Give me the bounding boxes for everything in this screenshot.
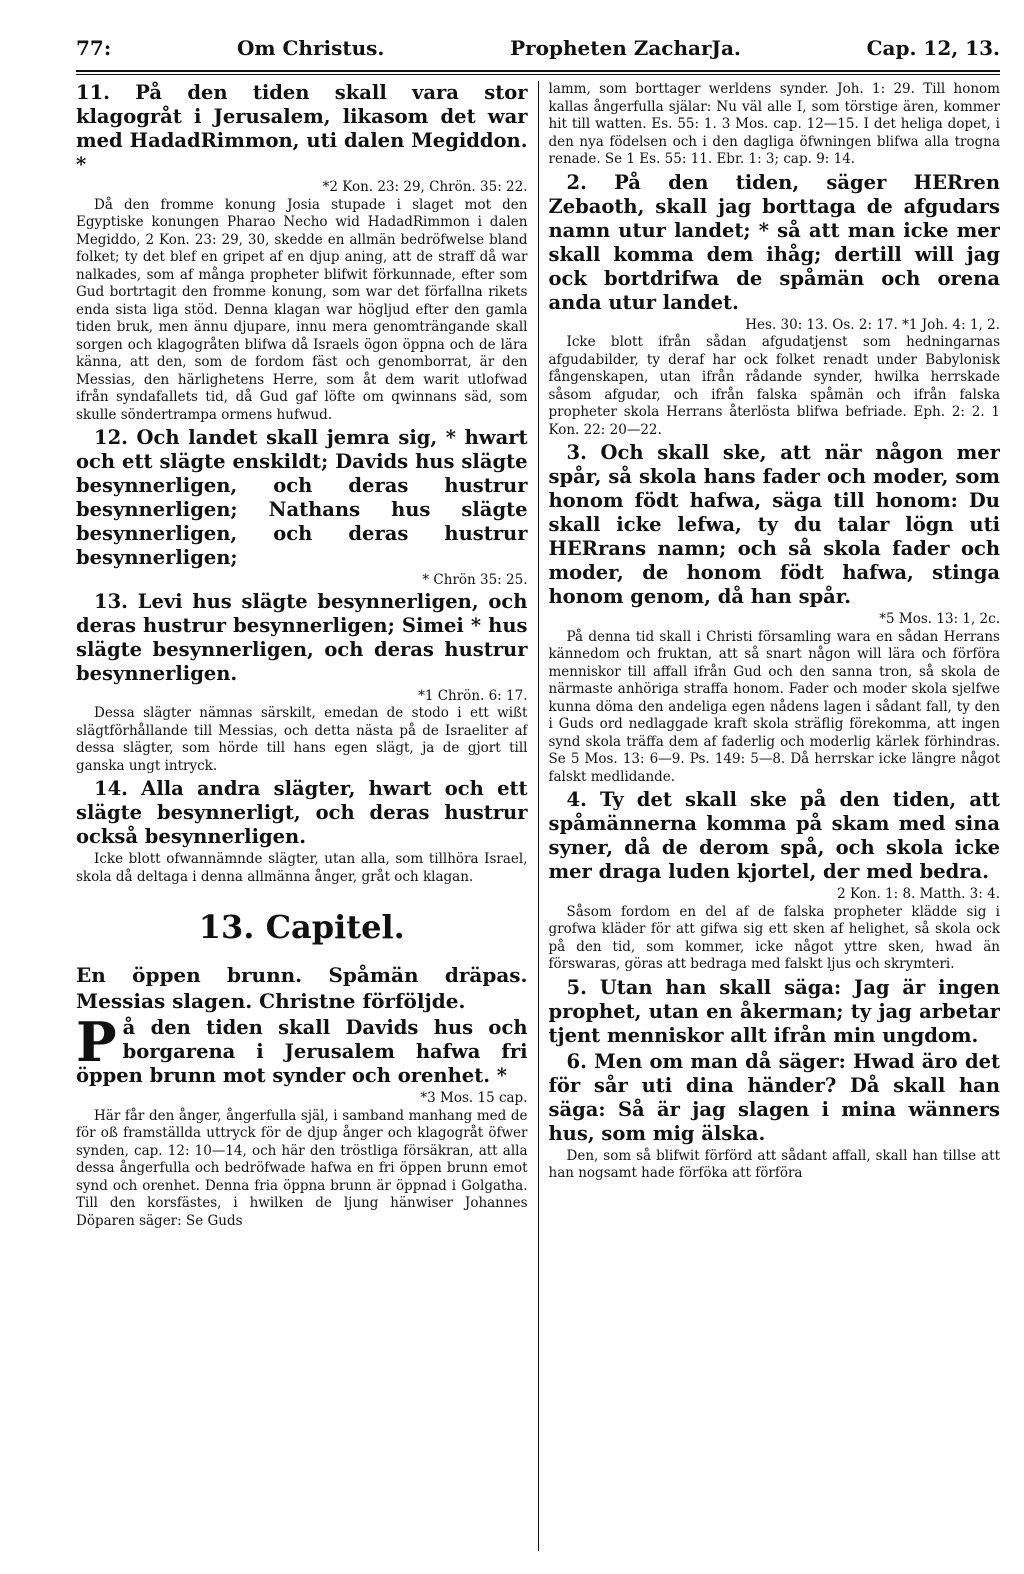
verse-5: 5. Utan han skall säga: Jag är ingen prophet, utan en åkerman; ty jag arbetar tjent menniskor allt ifrån min ungdom. — [548, 975, 1000, 1047]
verse-13: 13. Levi hus slägte besynnerligen, och deras hustrur besynnerligen; Simei * hus slägte besynnerligen, och deras hustrur besynnerligen. — [76, 589, 528, 685]
verse-3-reference: *5 Mos. 13: 1, 2c. — [879, 611, 1000, 627]
running-header — [76, 36, 1000, 66]
page-number: 77: — [76, 36, 112, 60]
commentary-4: Såsom fordom en del af de falska propheter klädde sig i grofwa kläder för att gifwa sig ett sken af helighet, så skola ock på den tid, som kommer, icke något yttre sken, hwad än förswaras, göras att bedraga med falskt ljus och skrymteri. — [548, 903, 1000, 972]
chapter-reference: Cap. 12, 13. — [866, 36, 1000, 60]
verse-1: å den tiden skall Davids hus och borgarena i Jerusalem hafwa fri öppen brunn mot synder och orenhet. * — [76, 1016, 528, 1087]
verse-6: 6. Men om man då säger: Hwad äro det för sår uti dina händer? Då skall han säga: Så är jag slagen i mina wänners hus, som mig älska. — [548, 1049, 1000, 1145]
chapter-heading: 13. Capitel. — [198, 908, 405, 946]
header-rule-thin — [76, 74, 1000, 75]
commentary-14: Icke blott ofwannämnde slägter, utan alla, som tillhöra Israel, skola då deltaga i denna allmänna ånger, gråt och klagan. — [76, 851, 528, 885]
commentary-3: På denna tid skall i Christi församling wara en sådan Herrans kännedom och fruktan, att så snart någon will lära och förföra menniskor till affall ifrån Gud och den sanna tron, så skola de närmaste anhöriga straffa honom. Fader och moder skola sjelfwe kunna döma den andeliga egen nådens lagen i sådant fall, ty den i Guds ord nedlaggade kraft skola sträflig förekomma, att ingen synd skola träffa dem af faderlig och moderlig kärlek förhindras. Se 5 Mos. 13: 6—9. Ps. 149: 5—8. Då herrskar icke längre något falskt medlidande. — [548, 628, 1000, 785]
verse-2: 2. På den tiden, säger HERren Zebaoth, skall jag borttaga de afgudars namn utur landet; * så att man icke mer skall komma dem ihåg; dertill will jag ock bortdrifwa de spåmän och orena anda utur landet. — [548, 170, 1000, 314]
verse-11-reference: *2 Kon. 23: 29, Chrön. 35: 22. — [322, 179, 528, 195]
commentary-11: Då den fromme konung Josia stupade i slaget mot den Egyptiske konungen Pharao Necho wid HadadRimmon i dalen Megiddo, 2 Kon. 23: 29, 30, skedde en allmän bedröfwelse bland folket; ty det blef en gripet af en djup aning, att de straff då war nalkades, som af många propheter blifwit förkunnade, efter som Gud bortrtagit den fromme konung, som war det förfallna rikets enda sista liga stöd. Denna klagan war högljud efter den gamla tiden bruk, men ännu djupare, innu mera genomträngande skall sorgen och klagogråten blifwa då Israels ögon öppna och de lära känna, att den, som de fordom fäst och genomborrat, är den Messias, den härlighetens Herre, som åt dem warit utlofwad ifrån syndafallets tid, då Gud gaf löfte om qwinnans säd, som skulle söndertrampa ormens hufwud. — [76, 196, 528, 423]
drop-cap: P — [76, 1010, 117, 1074]
center-running-title: Propheten ZacharJa. — [510, 36, 741, 60]
verse-14: 14. Alla andra slägter, hwart och ett slägte besynnerligt, och deras hustrur också besynnerligen. — [76, 777, 528, 848]
commentary-1: Här får den ånger, ångerfulla själ, i samband manhang med de för oß framställda uttryck för de djup ånger och klagogråt öfwer synden, cap. 12: 10—14, och här den tröstliga försäkran, att alla dessa ångerfulla och bedröfwade hafwa en fri öppen brunn emot synd och orenhet. Denna fria öppna brunn är öppnad i Golgatha. Till den korsfästes, i hwilken de ljung hänwiser Johannes Döparen säger: Se Guds — [76, 1107, 528, 1229]
commentary-13: Dessa slägter nämnas särskilt, emedan de stodo i ett wißt slägtförhållande till Messias, och detta nästa på de Israeliter af dessa slägter, som hörde till hans egen slägt, ja de gjort till ganska ungt intryck. — [76, 705, 528, 774]
verse-1-reference: *3 Mos. 15 cap. — [420, 1090, 528, 1106]
commentary-continued: lamm, som borttager werldens synder. Joh. 1: 29. Till honom kallas ångerfulla själar: Nu väl alle I, som törstige ären, kommer hit till watten. Es. 55: 1. 3 Mos. cap. 12—15. I det heliga dopet, i den nya födelsen och i den dagliga öfwningen blifwa alla trogna renade. Se 1 Es. 55: 11. Ebr. 1: 3; cap. 9: 14. — [548, 81, 1000, 167]
verse-12: 12. Och landet skall jemra sig, * hwart och ett slägte enskildt; Davids hus slägte besynnerligen, och deras hustrur besynnerligen; Nathans hus slägte besynnerligen, och deras hustrur besynnerligen; — [76, 426, 528, 569]
commentary-2: Icke blott ifrån sådan afgudatjenst som hedningarnas afgudabilder, ty deraf har ock folket renadt under Babylonisk fångenskapen, utan ifrån rådande synder, hwilka herrskade såsom afgudar, och ifrån falska spåmän och ifrån falska propheter skola Herrans återlösta blifwa befriade. Eph. 2: 2. 1 Kon. 22: 20—22. — [548, 334, 1000, 438]
two-column-body — [76, 81, 1000, 1551]
verse-13-reference: *1 Chrön. 6: 17. — [418, 687, 528, 704]
right-column — [549, 81, 1001, 1551]
left-column — [76, 81, 528, 1551]
verse-3: 3. Och skall ske, att när någon mer spår, så skola hans fader och moder, som honom födt hafwa, säga till honom: Du skall icke lefwa, ty du talar lögn uti HERrans namn; och så skola fader och moder, de honom födt hafwa, stinga honom genom, då han spår. — [548, 441, 1000, 608]
verse-2-reference: Hes. 30: 13. Os. 2: 17. *1 Joh. 4: 1, 2. — [745, 316, 1000, 333]
chapter-summary: En öppen brunn. Spåmän dräpas. Messias slagen. Christne förföljde. — [76, 963, 528, 1013]
left-running-title: Om Christus. — [236, 36, 385, 60]
header-rule — [76, 70, 1000, 72]
verse-12-reference: * Chrön 35: 25. — [422, 572, 528, 588]
commentary-6: Den, som så blifwit förförd att sådant affall, skall han tillse att han nogsamt hade förföka att förföra — [548, 1147, 1000, 1181]
verse-11: 11. På den tiden skall vara stor klagogråt i Jerusalem, likasom det war med HadadRimmon, uti dalen Megiddon. * — [76, 81, 528, 176]
verse-4-reference: 2 Kon. 1: 8. Matth. 3: 4. — [837, 886, 1000, 902]
verse-4: 4. Ty det skall ske på den tiden, att spåmännerna komma på skam med sina syner, då de derom spå, och skola icke mer draga luden kjortel, der med bedra. — [548, 788, 1000, 883]
column-divider — [538, 81, 539, 1551]
